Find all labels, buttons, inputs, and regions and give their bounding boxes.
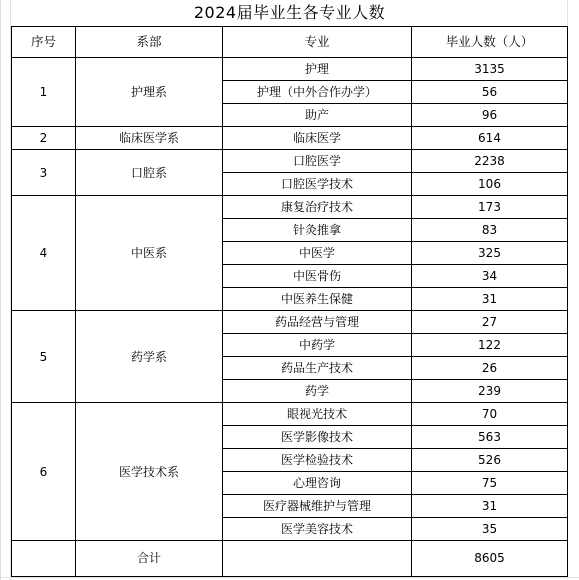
cell-graduate-count[interactable]: 614 [412,127,568,150]
cell-department[interactable]: 护理系 [76,58,223,127]
cell-serial-number[interactable]: 4 [12,196,76,311]
cell-major[interactable]: 医学影像技术 [223,426,412,449]
cell-serial-number[interactable]: 6 [12,403,76,541]
table-row [12,403,568,426]
cell-graduate-count[interactable]: 70 [412,403,568,426]
cell-major[interactable]: 中医学 [223,242,412,265]
cell-graduate-count[interactable]: 31 [412,288,568,311]
cell-major[interactable]: 中药学 [223,334,412,357]
header-cell-dept[interactable]: 系部 [76,27,223,58]
cell-graduate-count[interactable]: 26 [412,357,568,380]
cell-graduate-count[interactable]: 83 [412,219,568,242]
cell-graduate-count[interactable]: 173 [412,196,568,219]
cell-serial-number[interactable]: 2 [12,127,76,150]
cell-major[interactable]: 康复治疗技术 [223,196,412,219]
cell-graduate-count[interactable]: 2238 [412,150,568,173]
cell-serial-number[interactable]: 1 [12,58,76,127]
table-row [12,58,568,81]
cell-major[interactable]: 药品生产技术 [223,357,412,380]
cell-graduate-count[interactable]: 35 [412,518,568,541]
cell-major[interactable]: 助产 [223,104,412,127]
cell-graduate-count[interactable]: 563 [412,426,568,449]
cell-total-count[interactable]: 8605 [412,541,568,577]
sheet-title[interactable]: 2024届毕业生各专业人数 [193,3,386,22]
cell-major[interactable]: 护理（中外合作办学） [223,81,412,104]
cell-major[interactable]: 药品经营与管理 [223,311,412,334]
graduates-table [11,26,568,577]
cell-major[interactable]: 医学检验技术 [223,449,412,472]
cell-major[interactable]: 医学美容技术 [223,518,412,541]
cell-major[interactable]: 针灸推拿 [223,219,412,242]
cell-major[interactable]: 临床医学 [223,127,412,150]
cell-department[interactable]: 医学技术系 [76,403,223,541]
gridline [0,577,579,578]
cell-graduate-count[interactable]: 3135 [412,58,568,81]
cell-total-blank[interactable] [12,541,76,577]
cell-graduate-count[interactable]: 96 [412,104,568,127]
cell-major[interactable]: 口腔医学 [223,150,412,173]
cell-graduate-count[interactable]: 239 [412,380,568,403]
cell-graduate-count[interactable]: 75 [412,472,568,495]
table-row [12,127,568,150]
cell-graduate-count[interactable]: 27 [412,311,568,334]
cell-major[interactable]: 中医骨伤 [223,265,412,288]
table-row [12,311,568,334]
header-cell-major[interactable]: 专业 [223,27,412,58]
cell-graduate-count[interactable]: 34 [412,265,568,288]
cell-graduate-count[interactable]: 106 [412,173,568,196]
cell-major[interactable]: 中医养生保健 [223,288,412,311]
header-cell-count[interactable]: 毕业人数（人） [412,27,568,58]
cell-graduate-count[interactable]: 325 [412,242,568,265]
total-row [12,541,568,577]
header-cell-no[interactable]: 序号 [12,27,76,58]
cell-major[interactable]: 医疗器械维护与管理 [223,495,412,518]
table-row [12,196,568,219]
table-row [12,150,568,173]
cell-major[interactable]: 药学 [223,380,412,403]
cell-graduate-count[interactable]: 122 [412,334,568,357]
cell-serial-number[interactable]: 5 [12,311,76,403]
cell-department[interactable]: 临床医学系 [76,127,223,150]
cell-serial-number[interactable]: 3 [12,150,76,196]
cell-major[interactable]: 护理 [223,58,412,81]
header-row [12,27,568,58]
cell-total-label[interactable]: 合计 [76,541,223,577]
cell-department[interactable]: 口腔系 [76,150,223,196]
cell-major[interactable]: 心理咨询 [223,472,412,495]
cell-department[interactable]: 中医系 [76,196,223,311]
cell-major[interactable]: 口腔医学技术 [223,173,412,196]
cell-department[interactable]: 药学系 [76,311,223,403]
cell-graduate-count[interactable]: 56 [412,81,568,104]
cell-major[interactable]: 眼视光技术 [223,403,412,426]
cell-graduate-count[interactable]: 526 [412,449,568,472]
cell-total-blank[interactable] [223,541,412,577]
cell-graduate-count[interactable]: 31 [412,495,568,518]
